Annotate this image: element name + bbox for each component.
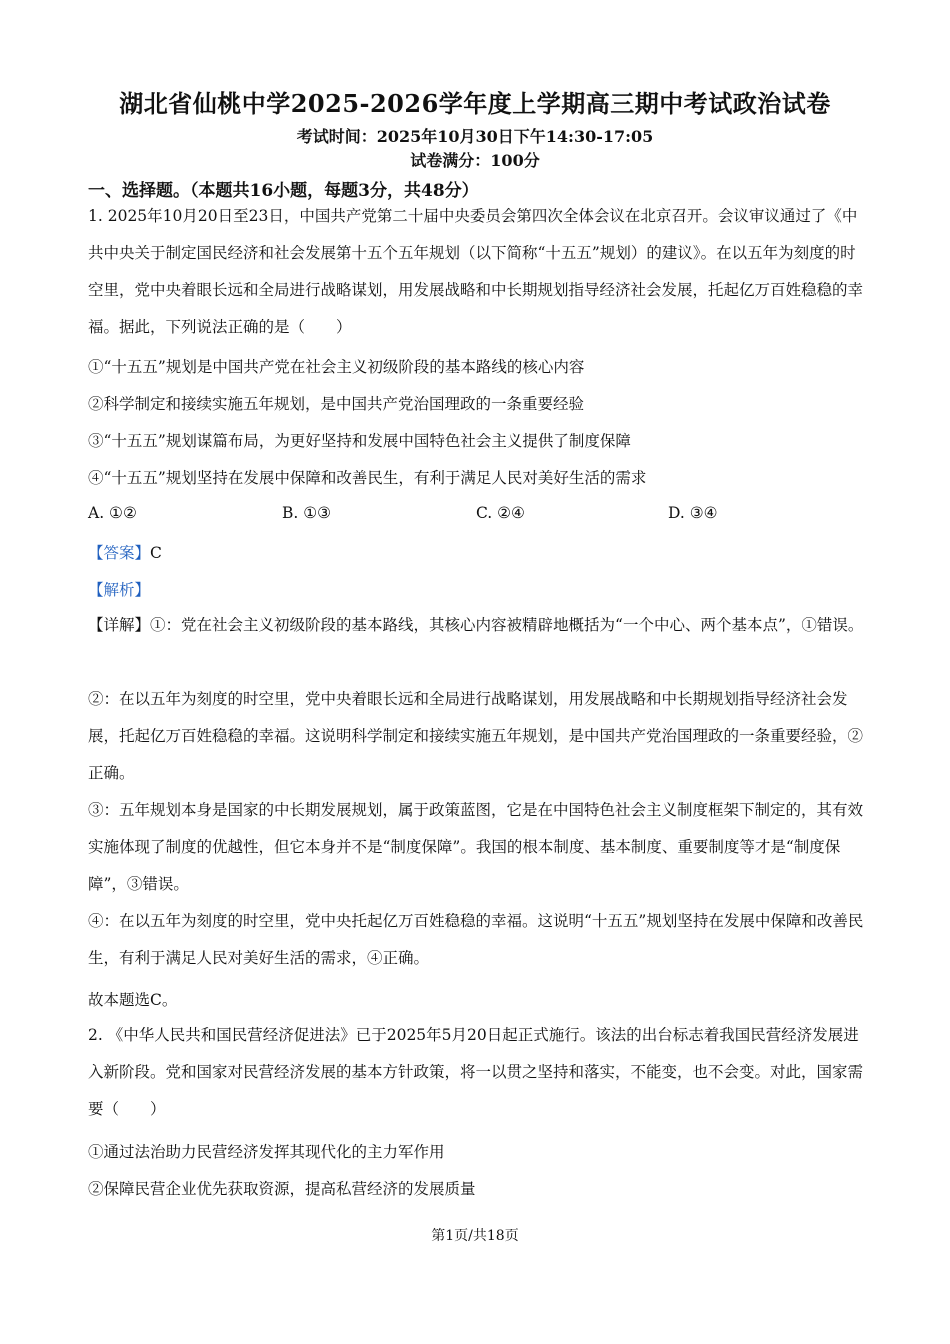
question-1-detail-1 — [88, 607, 868, 644]
question-1-stem: 1. 2025年10月20日至23日，中国共产党第二十届中央委员会第四次全体会议在北京召开。会议审议通过了《中共中央关于制定国民经济和社会发展第十五个五年规划（以下简称“十五五”规划）的建议》。在以五年为刻度的时空里，党中央着眼长远和全局进行战略谋划，用发展战略和中长期规划指导经济社会发展，托起亿万百姓稳稳的幸福。据此，下列说法正确的是（ ） — [88, 207, 864, 336]
question-1-option-c: C. ②④ — [476, 504, 525, 522]
detail-tag: 【详解】 — [88, 616, 151, 634]
question-2-item-2: ②保障民营企业优先获取资源，提高私营经济的发展质量 — [88, 1180, 476, 1198]
answer-value: C — [150, 544, 162, 562]
question-2-stem: 2. 《中华人民共和国民营经济促进法》已于2025年5月20日起正式施行。该法的出台标志着我国民营经济发展进入新阶段。党和国家对民营经济发展的基本方针政策，将一以贯之坚持和落实，不能变，也不会变。对此，国家需要（ ） — [88, 1026, 864, 1118]
question-1-item-3: ③“十五五”规划谋篇布局，为更好坚持和发展中国特色社会主义提供了制度保障 — [88, 432, 631, 450]
question-1-answer — [88, 541, 162, 563]
full-score: 试卷满分：100分 — [410, 151, 540, 170]
question-1-analysis-tag — [88, 578, 150, 600]
answer-tag: 【答案】 — [88, 544, 151, 562]
exam-time: 考试时间：2025年10月30日下午14:30-17:05 — [296, 127, 654, 146]
exam-title: 湖北省仙桃中学2025-2026学年度上学期高三期中考试政治试卷 — [119, 89, 831, 118]
question-1-conclusion: 故本题选C。 — [88, 991, 178, 1009]
question-1-item-4: ④“十五五”规划坚持在发展中保障和改善民生，有利于满足人民对美好生活的需求 — [88, 469, 647, 487]
question-1-detail-2: ②：在以五年为刻度的时空里，党中央着眼长远和全局进行战略谋划，用发展战略和中长期规划指导经济社会发展，托起亿万百姓稳稳的幸福。这说明科学制定和接续实施五年规划，是中国共产党治国理政的一条重要经验，②正确。 — [88, 690, 864, 782]
page-number: 第1页/共18页 — [431, 1228, 519, 1244]
section-heading: 一、选择题。（本题共16小题，每题3分，共48分） — [88, 181, 479, 201]
question-1-option-b: B. ①③ — [282, 504, 332, 522]
question-1-detail-4: ④：在以五年为刻度的时空里，党中央托起亿万百姓稳稳的幸福。这说明“十五五”规划坚持在发展中保障和改善民生，有利于满足人民对美好生活的需求，④正确。 — [88, 912, 864, 967]
detail-text-1: ①：党在社会主义初级阶段的基本路线，其核心内容被精辟地概括为“一个中心、两个基本点”，①错误。 — [150, 616, 864, 634]
analysis-tag: 【解析】 — [88, 581, 151, 599]
question-1-detail-3: ③：五年规划本身是国家的中长期发展规划，属于政策蓝图，它是在中国特色社会主义制度框架下制定的，其有效实施体现了制度的优越性，但它本身并不是“制度保障”。我国的根本制度、基本制度、重要制度等才是“制度保障”，③错误。 — [88, 801, 864, 893]
question-1-option-a: A. ①② — [88, 504, 137, 522]
question-1-item-2: ②科学制定和接续实施五年规划，是中国共产党治国理政的一条重要经验 — [88, 395, 585, 413]
question-1-option-d: D. ③④ — [668, 504, 718, 522]
question-2-item-1: ①通过法治助力民营经济发挥其现代化的主力军作用 — [88, 1143, 445, 1161]
question-1-item-1: ①“十五五”规划是中国共产党在社会主义初级阶段的基本路线的核心内容 — [88, 358, 585, 376]
